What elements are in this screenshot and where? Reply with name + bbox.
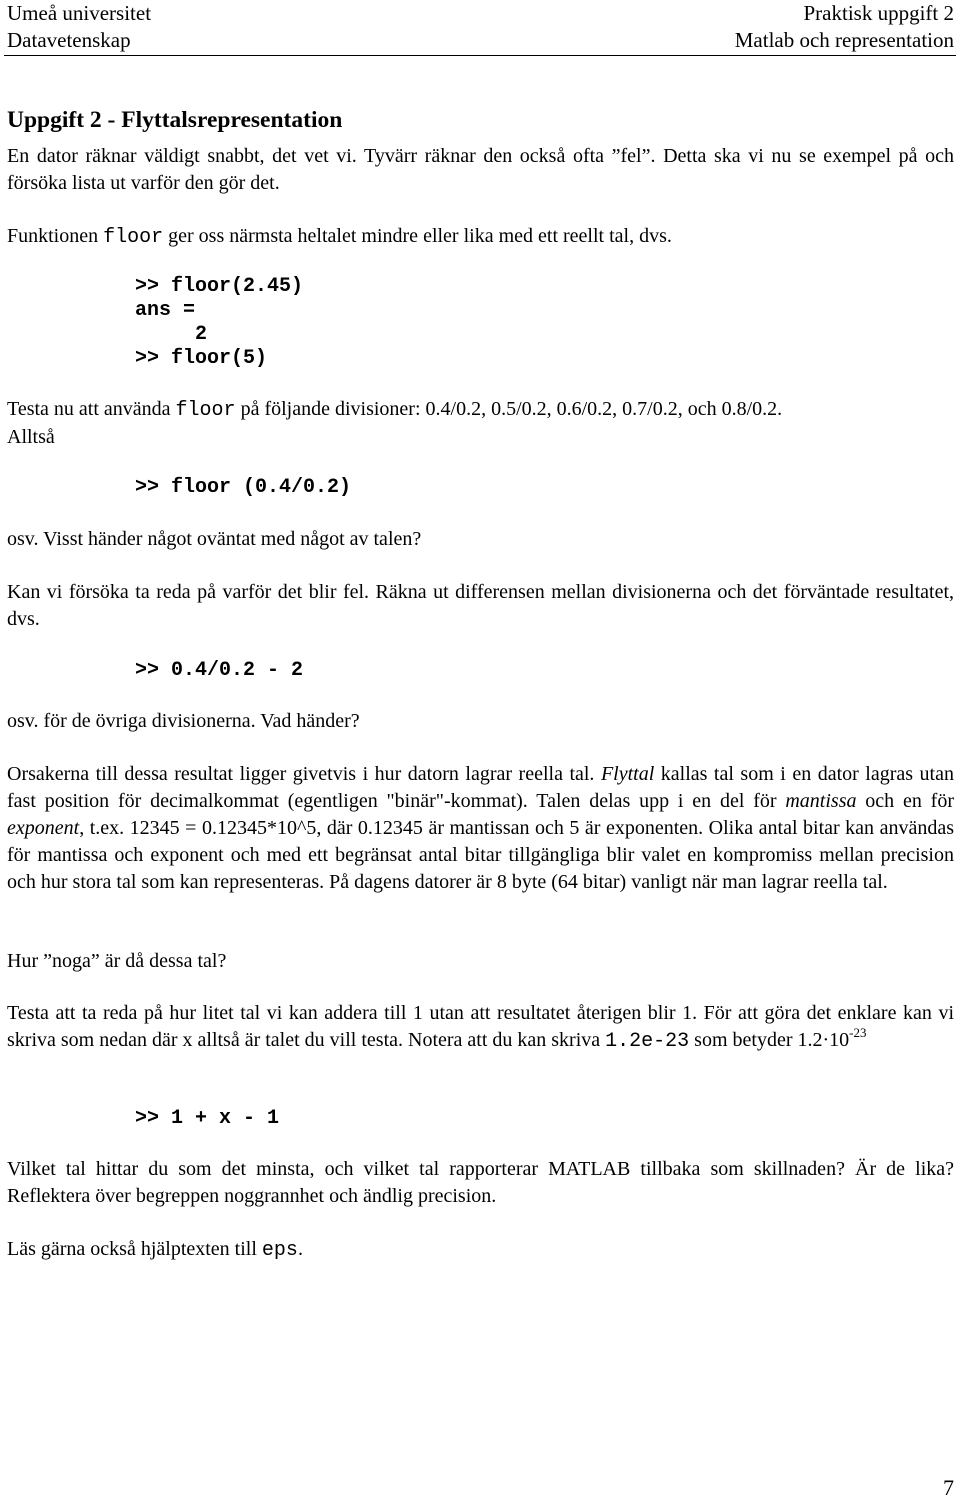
header-right (735, 0, 954, 54)
epsilon-test-paragraph: Testa att ta reda på hur litet tal vi kan addera till 1 utan att resultatet återigen blir 1. För att göra det enklare kan vi skriva som nedan där x alltså är talet du vill testa. Notera att du kan skriva 1.2e-23 som betyder $1.2\cdot 10^{-23}$ (7, 1002, 954, 1053)
floating-point-paragraph: Orsakerna till dessa resultat ligger givetvis i hur datorn lagrar reella tal. Flyttal kallas tal som i en dator lagras utan fast position för decimalkommat (egentligen "binär"-kommat). Talen delas upp i en del för mantissa och en för exponent, t.ex. 12345 = 0.12345*10^5, där 0.12345 är mantissan och 5 är exponenten. Olika antal bitar kan användas för mantissa och exponent och med ett begränsat antal bitar tillgängliga blir valet en kompromiss mellan precision och hur stora tal som kan representeras. På dagens datorer är 8 byte (64 bitar) vanligt när man lagrar reella tal. (7, 763, 954, 893)
osv-remaining-paragraph: osv. för de övriga divisionerna. Vad händer? (7, 710, 360, 732)
inline-code: floor (175, 399, 236, 422)
test-paragraph: Testa nu att använda floor på följande divisioner: 0.4/0.2, 0.5/0.2, 0.6/0.2, 0.7/0.2, och 0.8/0.2. Alltså (7, 398, 783, 448)
osv-paragraph: osv. Visst händer något oväntat med något av talen? (7, 528, 422, 550)
inline-code: eps (261, 1239, 298, 1262)
help-text-paragraph: Läs gärna också hjälptexten till eps. (7, 1238, 303, 1262)
intro-paragraph: En dator räknar väldigt snabbt, det vet vi. Tyvärr räknar den också ofta ”fel”. Detta ska vi nu se exempel på och försöka lista ut varför den gör det. (7, 145, 954, 194)
code-block-epsilon: >> 1 + x - 1 (135, 1107, 280, 1130)
department-name: Datavetenskap (7, 28, 131, 52)
section-title: Uppgift 2 - Flyttalsrepresentation (7, 107, 343, 133)
precision-question: Hur ”noga” är då dessa tal? (7, 950, 227, 972)
code-block-floor: >> floor(2.45) ans = 2 >> floor(5) (135, 275, 304, 370)
header-left (7, 0, 151, 54)
course-topic: Matlab och representation (734, 28, 954, 52)
header-divider (4, 55, 956, 56)
reflection-paragraph: Vilket tal hittar du som det minsta, och vilket tal rapporterar MATLAB tillbaka som skillnaden? Är de lika? Reflektera över begreppen noggrannhet och ändlig precision. (7, 1158, 954, 1207)
code-block-difference: >> 0.4/0.2 - 2 (135, 659, 304, 682)
inline-code: floor (103, 226, 164, 249)
floor-paragraph: Funktionen floor ger oss närmsta heltalet mindre eller lika med ett reellt tal, dvs. (7, 225, 672, 249)
university-name: Umeå universitet (7, 1, 152, 25)
inline-code: 1.2e-23 (605, 1030, 690, 1053)
assignment-name: Praktisk uppgift 2 (803, 1, 954, 25)
difference-paragraph: Kan vi försöka ta reda på varför det blir fel. Räkna ut differensen mellan divisionerna och det förväntade resultatet, dvs. (7, 581, 954, 630)
exponent: -23 (849, 1025, 867, 1040)
code-block-division: >> floor (0.4/0.2) (135, 476, 352, 499)
page-number: 7 (943, 1475, 954, 1500)
